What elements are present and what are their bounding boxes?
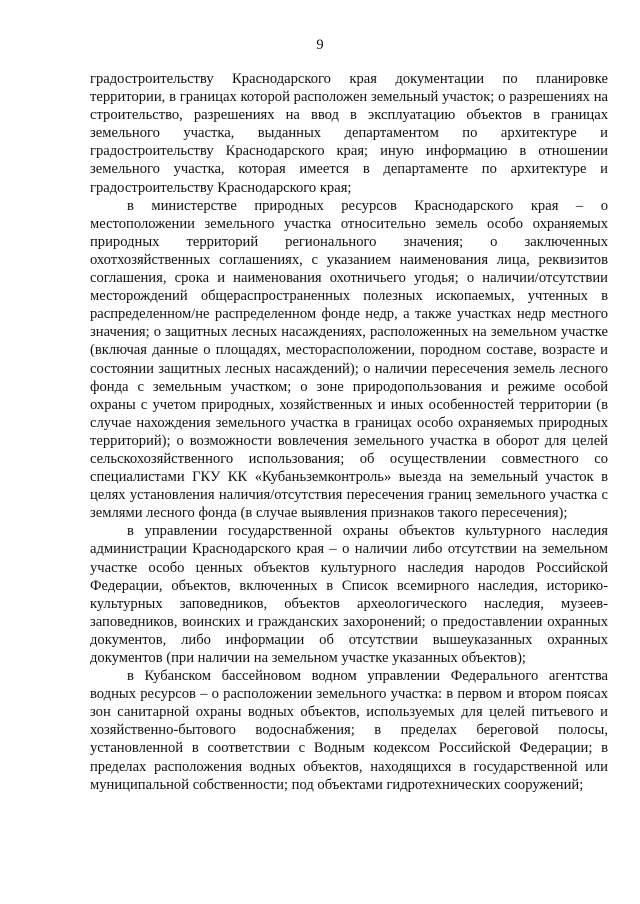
paragraph-continuation: градостроительству Краснодарского края документации по планировке территории, в границах которой расположен земельный участок; о разрешениях на строительство, разрешениях на ввод в эксплуатацию объектов в границах земельного участка, выданных департаментом по архитектуре и градостроительству Краснодарского края; иную информацию в отношении земельного участка, которая имеется в департаменте по архитектуре и градостроительству Краснодарского края;	[90, 71, 608, 196]
paragraph-water-resources: в Кубанском бассейновом водном управлении Федерального агентства водных ресурсов – о расположении земельного участка: в первом и втором поясах зон санитарной охраны водных объектов, используемых для целей питьевого и хозяйственно-бытового водоснабжения; в пределах береговой полосы, установленной в соответствии с Водным кодексом Российской Федерации; в пределах расположения водных объектов, находящихся в государственной или муниципальной собственности; под объектами гидротехнических сооружений;	[90, 668, 608, 793]
paragraph-ministry-natural-resources: в министерстве природных ресурсов Краснодарского края – о местоположении земельного участка относительно земель особо охраняемых природных территорий регионального значения; о заключенных охотхозяйственных соглашениях, с указанием наименования лица, реквизитов соглашения, срока и наименования охотничьего угодья; о наличии/отсутствии месторождений общераспространенных полезных ископаемых, учтенных в распределенном/не распределенном фонде недр, а также участках недр местного значения; о защитных лесных насаждениях, расположенных на земельном участке (включая данные о площадях, месторасположении, породном составе, возрасте и состоянии защитных лесных насаждений); о наличии пересечения земель лесного фонда с земельным участком; о зоне природопользования и режиме особой охраны с учетом природных, хозяйственных и иных особенностей территории (в случае нахождения земельного участка в границах особо охраняемых природных территорий); о возможности вовлечения земельного участка в оборот для целей сельскохозяйственного использования; об осуществлении совместного со специалистами ГКУ КК «Кубаньземконтроль» выезда на земельный участок в целях установления наличия/отсутствия пересечения границ земельного участка с землями лесного фонда (в случае выявления признаков такого пересечения);	[90, 197, 608, 522]
paragraph-cultural-heritage: в управлении государственной охраны объектов культурного наследия администрации Краснодарского края – о наличии либо отсутствии на земельном участке особо ценных объектов культурного наследия народов Российской Федерации, объектов, включенных в Список всемирного наследия, историко-культурных заповедников, объектов археологического наследия, музеев-заповедников, воинских и гражданских захоронений; о предоставлении охранных документов, либо информации об отсутствии вышеуказанных охранных документов (при наличии на земельном участке указанных объектов);	[90, 523, 608, 666]
document-body	[90, 70, 608, 794]
page-number: 9	[316, 37, 324, 53]
